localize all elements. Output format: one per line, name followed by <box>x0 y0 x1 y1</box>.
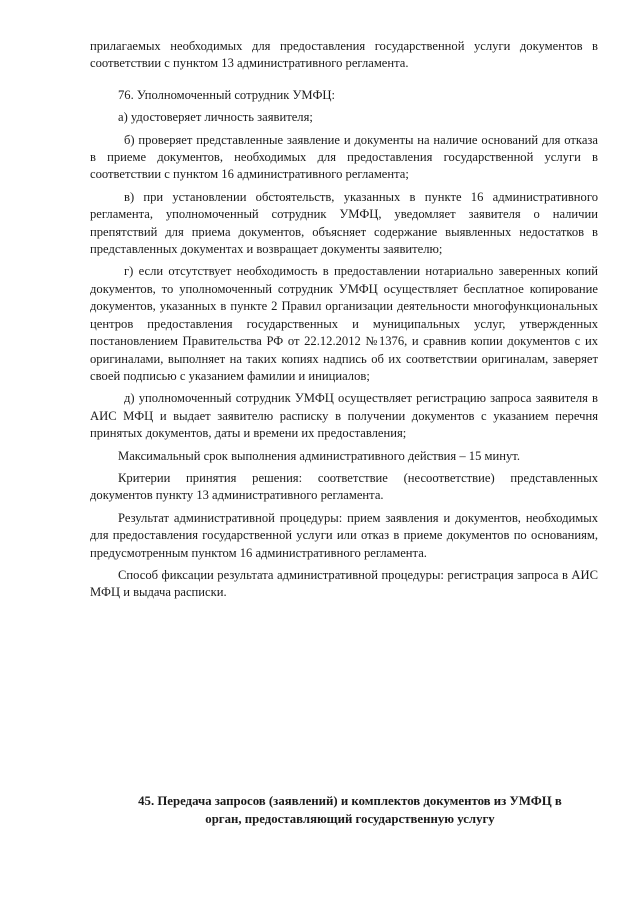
section-heading-45: 45. Передача запросов (заявлений) и комплектов документов из УМФЦ в орган, предоставляющий государственную услугу <box>138 794 562 826</box>
paragraph-fixation: Способ фиксации результата административной процедуры: регистрация запроса в АИС МФЦ и выдача расписки. <box>90 567 598 600</box>
paragraph-continuation: прилагаемых необходимых для предоставления государственной услуги документов в соответствии с пунктом 13 административного регламента. <box>90 39 598 71</box>
paragraph-criteria: Критерии принятия решения: соответствие (несоответствие) представленных документов пункту 13 административного регламента. <box>90 470 598 503</box>
paragraph-item-g: г) если отсутствует необходимость в предоставлении нотариально заверенных копий документов, то уполномоченный сотрудник УМФЦ осуществляет бесплатное копирование документов, указанных в пункте 2 Правил организации деятельности многофункциональных центров предоставления государственных и муниципальных услуг, утвержденных постановлением Правительства РФ от 22.12.2012 №1376, и сравнив копии документов с их оригиналами, выполняет на таких копиях надпись об их соответствии оригиналам, заверяет своей подписью с указанием фамилии и инициалов; <box>90 264 598 383</box>
document-body <box>90 38 598 607</box>
paragraph-item-a: а) удостоверяет личность заявителя; <box>118 110 313 125</box>
paragraph-item-v: в) при установлении обстоятельств, указанных в пункте 16 административного регламента, уполномоченный сотрудник УМФЦ, уведомляет заявителя о наличии препятствий для приема документов, объясняет содержание выявленных недостатков в представленных документах и возвращает документы заявителю; <box>90 189 598 257</box>
paragraph-76-title: 76. Уполномоченный сотрудник УМФЦ: <box>118 87 336 102</box>
paragraph-result: Результат административной процедуры: прием заявления и документов, необходимых для предоставления государственной услуги или отказ в приеме документов по основаниям, предусмотренным пунктом 16 административного регламента. <box>90 510 598 560</box>
paragraph-item-d: д) уполномоченный сотрудник УМФЦ осуществляет регистрацию запроса заявителя в АИС МФЦ и выдает заявителю расписку в получении документов с указанием перечня принятых документов, даты и времени их предоставления; <box>90 391 598 441</box>
paragraph-max-time: Максимальный срок выполнения административного действия – 15 минут. <box>118 448 520 463</box>
paragraph-item-b: б) проверяет представленные заявление и документы на наличие оснований для отказа в приеме документов, необходимых для предоставления государственной услуги в соответствии с пунктом 16 административного регламента; <box>90 132 598 182</box>
